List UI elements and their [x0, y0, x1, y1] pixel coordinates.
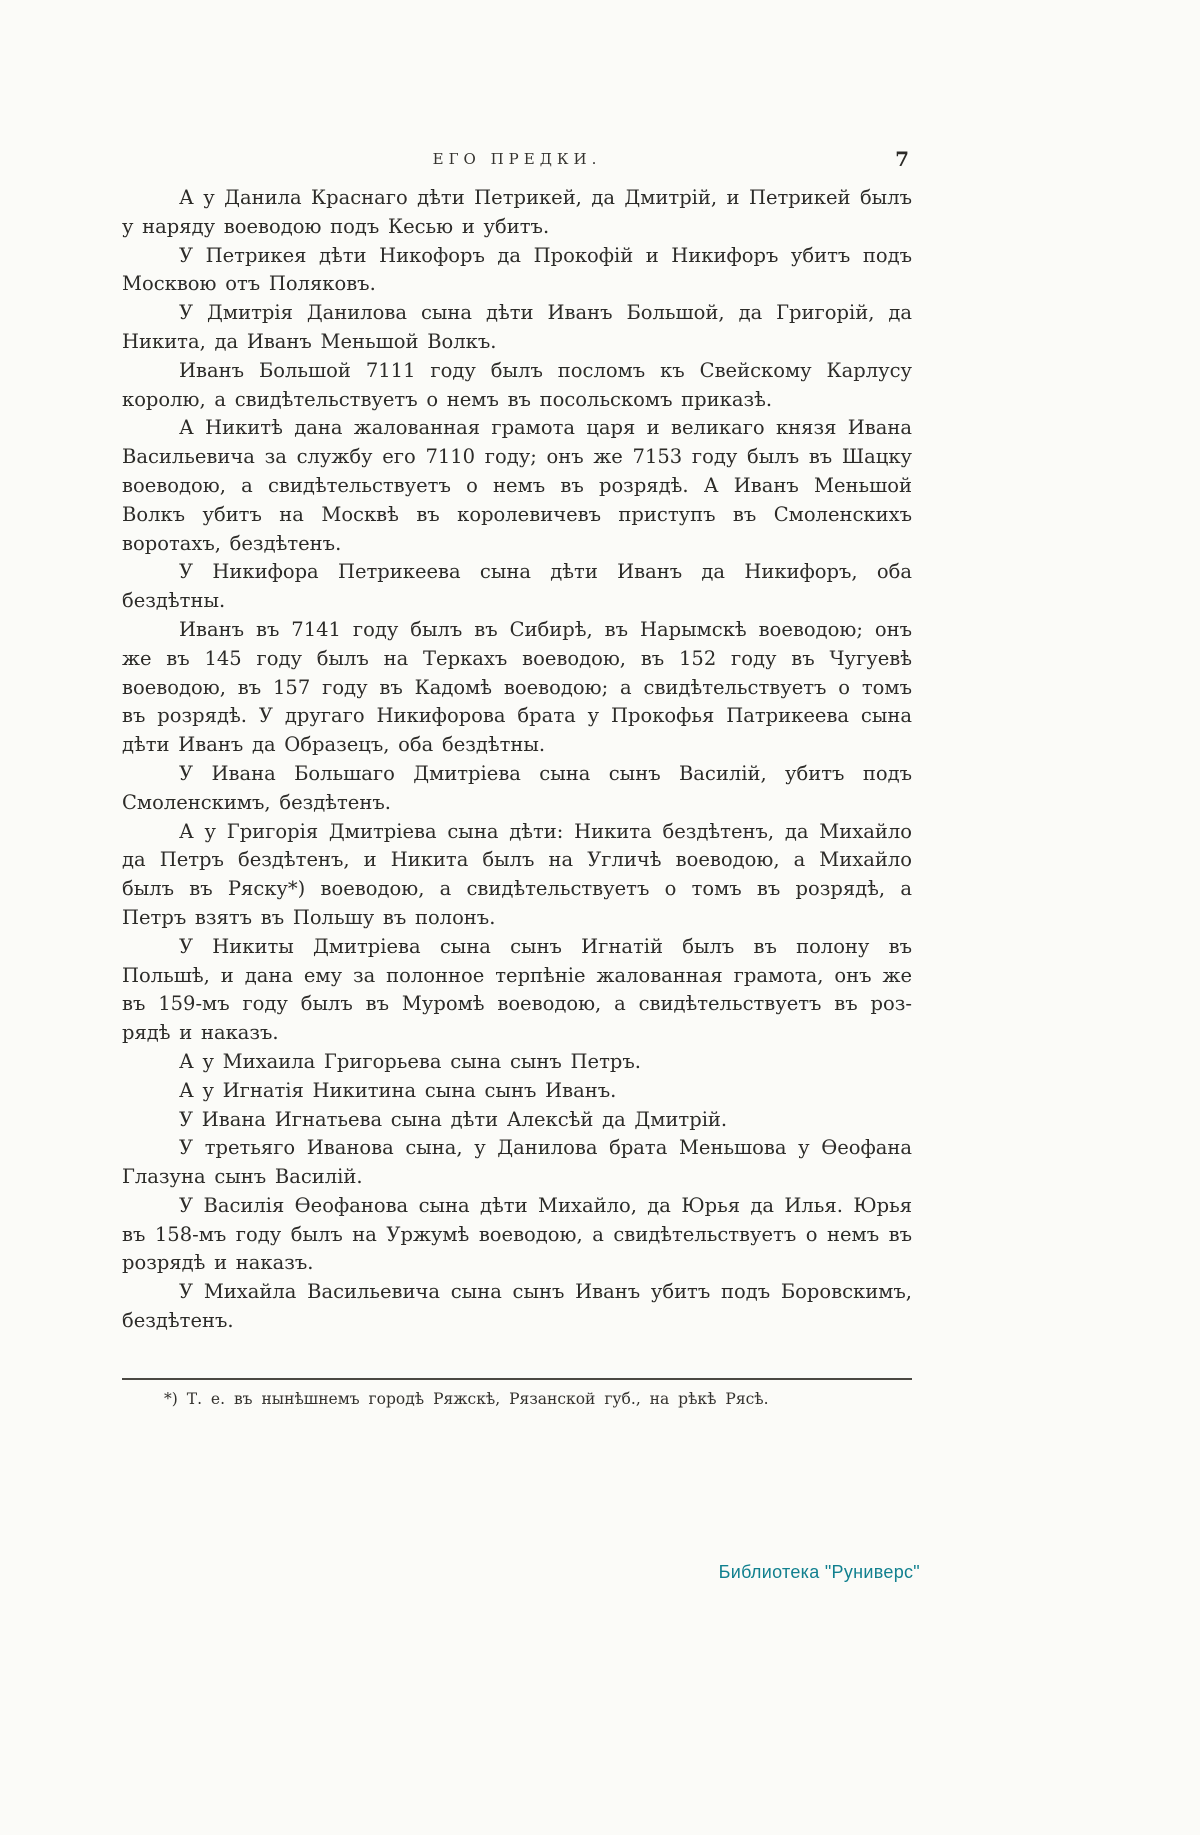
footnote-section — [122, 1378, 912, 1409]
paragraph: А у Данила Краснаго дѣти Петрикей, да Дмитрій, и Петрикей былъ у наряду воеводою подъ Кесью и убитъ. — [122, 186, 912, 238]
paragraph: А у Игнатія Никитина сына сынъ Иванъ. — [179, 1078, 617, 1102]
paragraph: У третьяго Иванова сына, у Данилова брата Меньшова у Ѳеофана Глазуна сынъ Василій. — [122, 1136, 912, 1189]
paragraph: У Петрикея дѣти Никофоръ да Прокофій и Никифоръ убитъ подъ Москвою отъ Поляковъ. — [122, 243, 912, 296]
page-header — [122, 147, 912, 176]
paragraph: У Дмитрія Данилова сына дѣти Иванъ Большой, да Григорій, да Никита, да Иванъ Меньшой Волкъ. — [122, 301, 912, 353]
paragraph: У Ивана Большаго Дмитріева сына сынъ Василій, убитъ подъ Смоленскимъ, бездѣтенъ. — [122, 761, 912, 814]
paragraph: У Никифора Петрикеева сына дѣти Иванъ да Никифоръ, оба бездѣтны. — [122, 560, 912, 613]
paragraph: У Ивана Игнатьева сына дѣти Алексѣй да Дмитрій. — [179, 1107, 728, 1131]
paragraph: У Василія Ѳеофанова сына дѣти Михайло, да Юрья да Илья. Юрья въ 158-мъ году былъ на Уржумѣ воеводою, а свидѣтельствуетъ о немъ въ розрядѣ и наказъ. — [122, 1193, 912, 1275]
body-text — [122, 184, 912, 1336]
paragraph: А у Михаила Григорьева сына сынъ Петръ. — [179, 1049, 641, 1073]
running-title: ЕГО ПРЕДКИ. — [432, 150, 602, 168]
library-watermark: Библиотека "Руниверс" — [718, 1562, 920, 1582]
footnote-text: *) Т. е. въ нынѣшнемъ городѣ Ряжскѣ, Рязанской губ., на рѣкѣ Рясѣ. — [164, 1390, 769, 1408]
paragraph: У Никиты Дмитріева сына сынъ Игнатій былъ въ полону въ Польшѣ, и дана ему за полонное терпѣніе жалованная грамота, онъ же въ 159-мъ году былъ въ Муромѣ воеводою, а свидѣтельствуетъ въ роз- рядѣ и наказъ. — [122, 934, 912, 1045]
paragraph: А Никитѣ дана жалованная грамота царя и великаго князя Ивана Васильевича за службу его 7110 году; онъ же 7153 году былъ въ Шацку воеводою, а свидѣтельствуетъ о немъ въ розрядѣ. А Иванъ Меньшой Волкъ убитъ на Москвѣ въ королевичевъ приступъ въ Смоленскихъ воротахъ, бездѣтенъ. — [122, 416, 912, 555]
paragraph: У Михайла Васильевича сына сынъ Иванъ убитъ подъ Боровскимъ, бездѣтенъ. — [122, 1280, 912, 1333]
paragraph: Иванъ въ 7141 году былъ въ Сибирѣ, въ Нарымскѣ воеводою; онъ же въ 145 году былъ на Теркахъ воеводою, въ 152 году въ Чугуевѣ воеводою, въ 157 году въ Кадомѣ воеводою; а свидѣтельствуетъ о томъ въ розрядѣ. У другаго Никифорова брата у Прокофья Патрикеева сына дѣти Иванъ да Образецъ, оба бездѣтны. — [122, 617, 912, 757]
paragraph: А у Григорія Дмитріева сына дѣти: Никита бездѣтенъ, да Михайло да Петръ бездѣтенъ, и Никита былъ на Угличѣ воеводою, а Михайло былъ въ Ряску*) воеводою, а свидѣтельствуетъ о томъ въ розрядѣ, а Петръ взятъ въ Польшу въ полонъ. — [122, 819, 912, 929]
page-number: 7 — [895, 147, 910, 171]
paragraph: Иванъ Большой 7111 году былъ посломъ къ Свейскому Карлусу королю, а свидѣтельствуетъ о немъ въ посольскомъ приказѣ. — [122, 358, 912, 411]
